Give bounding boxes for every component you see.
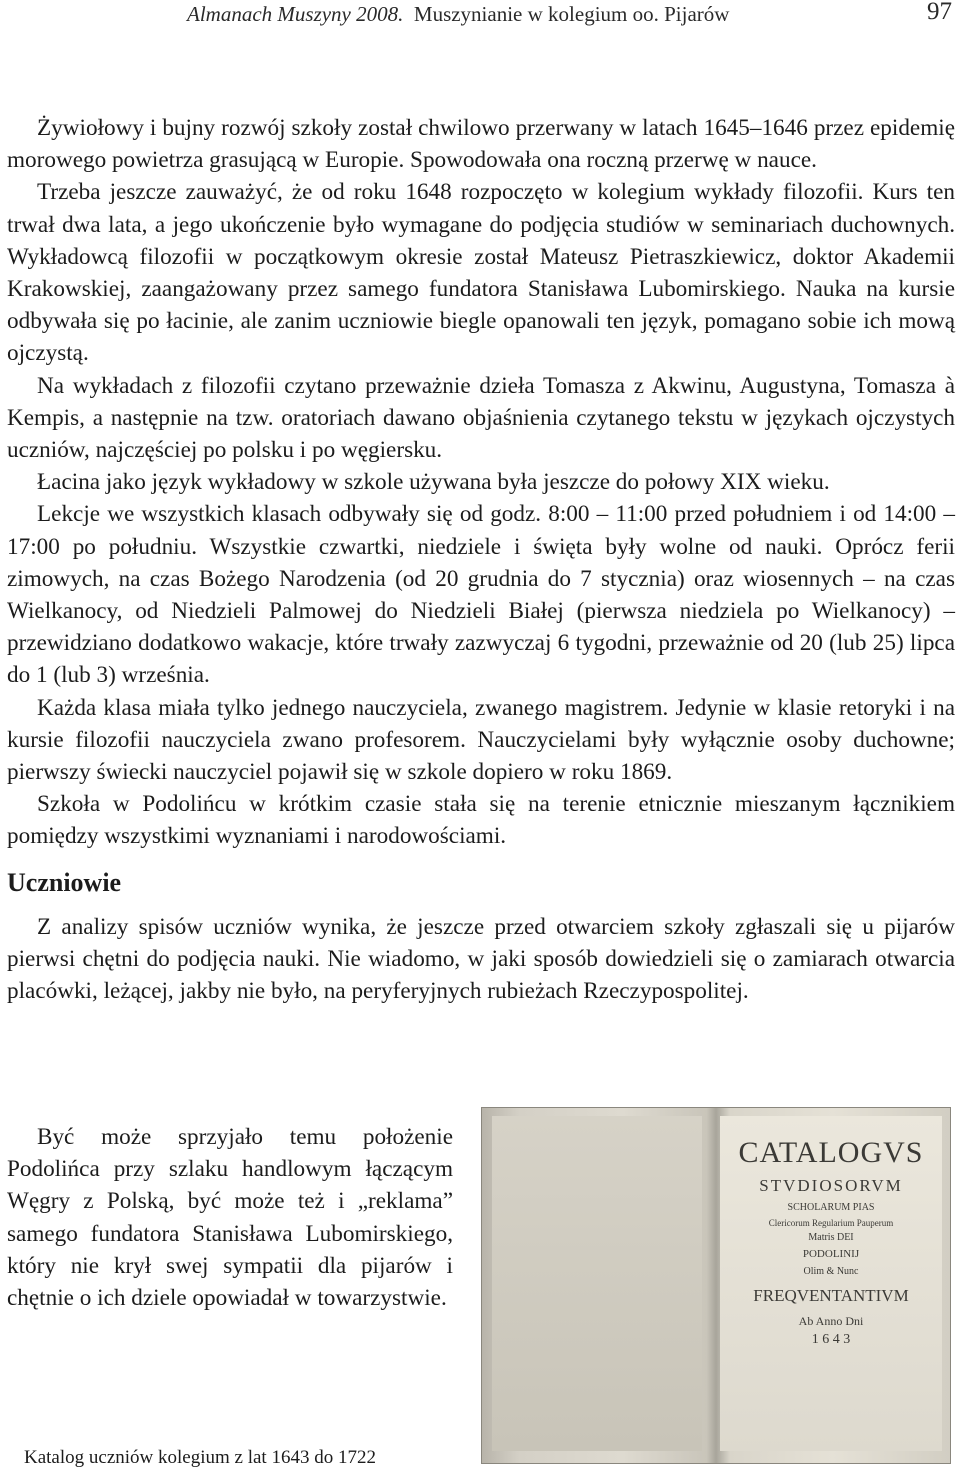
paragraph: Na wykładach z filozofii czytano przeważnie dzieła Tomasza z Akwinu, Augustyna, Tomasza à Kempis, a następnie na tzw. oratoriach dawano objaśnienia czytanego tekstu w językach ojczystych uczniów, najczęściej po polsku i po węgiersku. xyxy=(7,372,955,464)
wrapped-text xyxy=(7,1121,453,1314)
book-title-line: PODOLINIJ xyxy=(802,1248,860,1260)
paragraph: Każda klasa miała tylko jednego nauczyciela, zwanego magistrem. Jedynie w klasie retoryki i na kursie filozofii nauczyciela zwano profesorem. Nauczycielami były wyłącznie osoby duchowne; pierwszy świecki nauczyciel pojawił się w szkole dopiero w roku 1869. xyxy=(7,694,955,786)
paragraph: Z analizy spisów uczniów wynika, że jeszcze przed otwarciem szkoły zgłaszali się u pijarów pierwsi chętni do podjęcia nauki. Nie wiadomo, w jaki sposób dowiedzieli się o zamiarach otwarcia placówki, leżącej, jakby nie było, na peryferyjnych rubieżach Rzeczypospolitej. xyxy=(7,913,955,1005)
book-title-line: STVDIOSORVM xyxy=(759,1176,903,1195)
running-title: Almanach Muszyny 2008. xyxy=(187,2,404,26)
running-header xyxy=(187,2,729,27)
book-title-line: SCHOLARUM PIAS xyxy=(787,1202,875,1213)
paragraph: Trzeba jeszcze zauważyć, że od roku 1648 rozpoczęto w kolegium wykłady filozofii. Kurs ten trwał dwa lata, a jego ukończenie było wymagane do podjęcia studiów w seminariach duchownych. Wykładowcą filozofii w początkowym okresie został Mateusz Pietraszkiewicz, doktor Akademii Krakowskiej, zaangażowany przez samego fundatora Stanisława Lubomirskiego. Nauka na kursie odbywała się po łacinie, ale zanim uczniowie biegle opanowali ten język, pomagano sobie ich mową ojczystą. xyxy=(7,179,955,367)
main-text xyxy=(7,112,955,1007)
book-left-page xyxy=(492,1116,702,1451)
paragraph: Szkoła w Podolińcu w krótkim czasie stała się na terenie etnicznie mieszanym łącznikiem pomiędzy wszystkimi wyznaniami i narodowościami. xyxy=(7,791,955,850)
book-title-line: Olim & Nunc xyxy=(803,1266,859,1277)
catalog-photo xyxy=(473,1105,955,1465)
book-title-line: Matris DEI xyxy=(808,1232,854,1243)
figure-caption: Katalog uczniów kolegium z lat 1643 do 1722 xyxy=(24,1447,376,1468)
book-title-line: Ab Anno Dni xyxy=(798,1314,864,1328)
book-title-line: CATALOGVS xyxy=(738,1136,924,1169)
paragraph: Żywiołowy i bujny rozwój szkoły został chwilowo przerwany w latach 1645–1646 przez epidemię morowego powietrza grasującą w Europie. Spowodowała ona roczną przerwę w nauce. xyxy=(7,115,955,174)
book-title-page xyxy=(720,1116,942,1451)
chapter-title: Muszynianie w kolegium oo. Pijarów xyxy=(413,2,730,26)
book-title-line: Clericorum Regularium Pauperum xyxy=(768,1218,894,1228)
section-heading: Uczniowie xyxy=(7,867,122,897)
paragraph: Być może sprzyjało temu położenie Podolińca przy szlaku handlowym łączącym Węgry z Polską, być może też i „reklama” samego fundatora Stanisława Lubomirskiego, który nie krył swej sympatii dla pijarów i chętnie o ich dziele opowiadał w towarzystwie. xyxy=(7,1124,453,1312)
paragraph: Łacina jako język wykładowy w szkole używana była jeszcze do połowy XIX wieku. xyxy=(37,469,830,496)
page-number: 97 xyxy=(927,0,952,25)
book-title-line: 1 6 4 3 xyxy=(811,1332,851,1347)
book-image xyxy=(481,1107,951,1464)
book-title-line: FREQVENTANTIVM xyxy=(753,1286,909,1305)
page-header xyxy=(0,0,960,34)
paragraph: Lekcje we wszystkich klasach odbywały się od godz. 8:00 – 11:00 przed południem i od 14:00 – 17:00 po południu. Wszystkie czwartki, niedziele i święta były wolne od nauki. Oprócz ferii zimowych, na czas Bożego Narodzenia (od 20 grudnia do 7 stycznia) oraz wiosennych – na czas Wielkanocy, od Niedzieli Palmowej do Niedzieli Białej (pierwsza niedziela po Wielkanocy) – przewidziano dodatkowo wakacje, które trwały zazwyczaj 6 tygodni, przeważnie od 20 (lub 25) lipca do 1 (lub 3) września. xyxy=(7,501,955,689)
